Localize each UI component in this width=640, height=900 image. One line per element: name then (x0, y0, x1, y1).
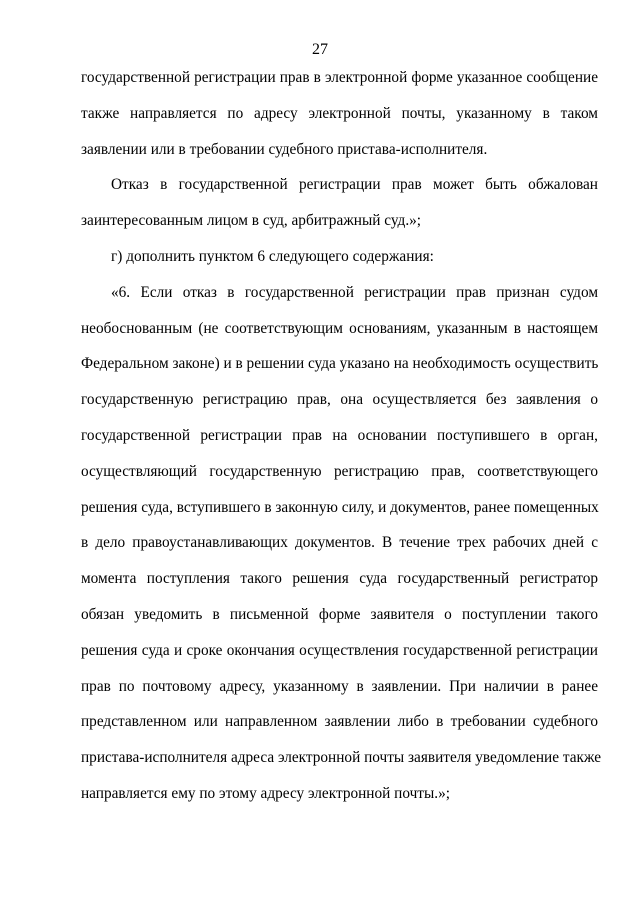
text-line: «6. Если отказ в государственной регистрации прав признан судом (111, 283, 598, 301)
page-number: 27 (312, 41, 328, 58)
text-line: необоснованным (не соответствующим основаниям, указанным в настоящем (81, 319, 598, 337)
paragraph-amendment-g (81, 245, 598, 268)
text-line: решения суда, вступившего в законную силу, и документов, ранее помещенных (81, 498, 599, 516)
text-line: государственную регистрацию прав, она осуществляется без заявления о (81, 391, 598, 409)
text-line: Отказ в государственной регистрации прав может быть обжалован (111, 176, 598, 194)
document-body (81, 66, 602, 805)
text-line: момента поступления такого решения суда государственный регистратор (81, 570, 598, 588)
paragraph-refusal-appeal (81, 173, 598, 232)
text-line: государственной регистрации прав на основании поступившего в орган, (81, 426, 598, 444)
text-line: обязан уведомить в письменной форме заявителя о поступлении такого (81, 605, 598, 623)
text-line: пристава-исполнителя адреса электронной почты заявителя уведомление также (81, 749, 602, 767)
text-line: представленном или направленном заявлении либо в требовании судебного (81, 713, 598, 731)
text-line: г) дополнить пунктом 6 следующего содержания: (111, 247, 434, 265)
paragraph-point-6 (81, 281, 602, 805)
text-line: государственной регистрации прав в электронной форме указанное сообщение (81, 69, 598, 86)
text-line: направляется ему по этому адресу электронной почты.»; (81, 784, 450, 802)
text-line: осуществляющий государственную регистрацию прав, соответствующего (81, 462, 598, 480)
text-line: также направляется по адресу электронной почты, указанному в таком (81, 104, 598, 122)
text-line: решения суда и сроке окончания осуществления государственной регистрации (81, 641, 598, 659)
paragraph-continuation (81, 66, 598, 161)
text-line: Федеральном законе) и в решении суда указано на необходимость осуществить (81, 355, 599, 373)
text-line: заинтересованным лицом в суд, арбитражный суд.»; (81, 212, 422, 230)
text-line: заявлении или в требовании судебного пристава-исполнителя. (81, 140, 488, 158)
text-line: в дело правоустанавливающих документов. В течение трех рабочих дней с (81, 534, 598, 552)
text-line: прав по почтовому адресу, указанному в заявлении. При наличии в ранее (81, 677, 598, 695)
